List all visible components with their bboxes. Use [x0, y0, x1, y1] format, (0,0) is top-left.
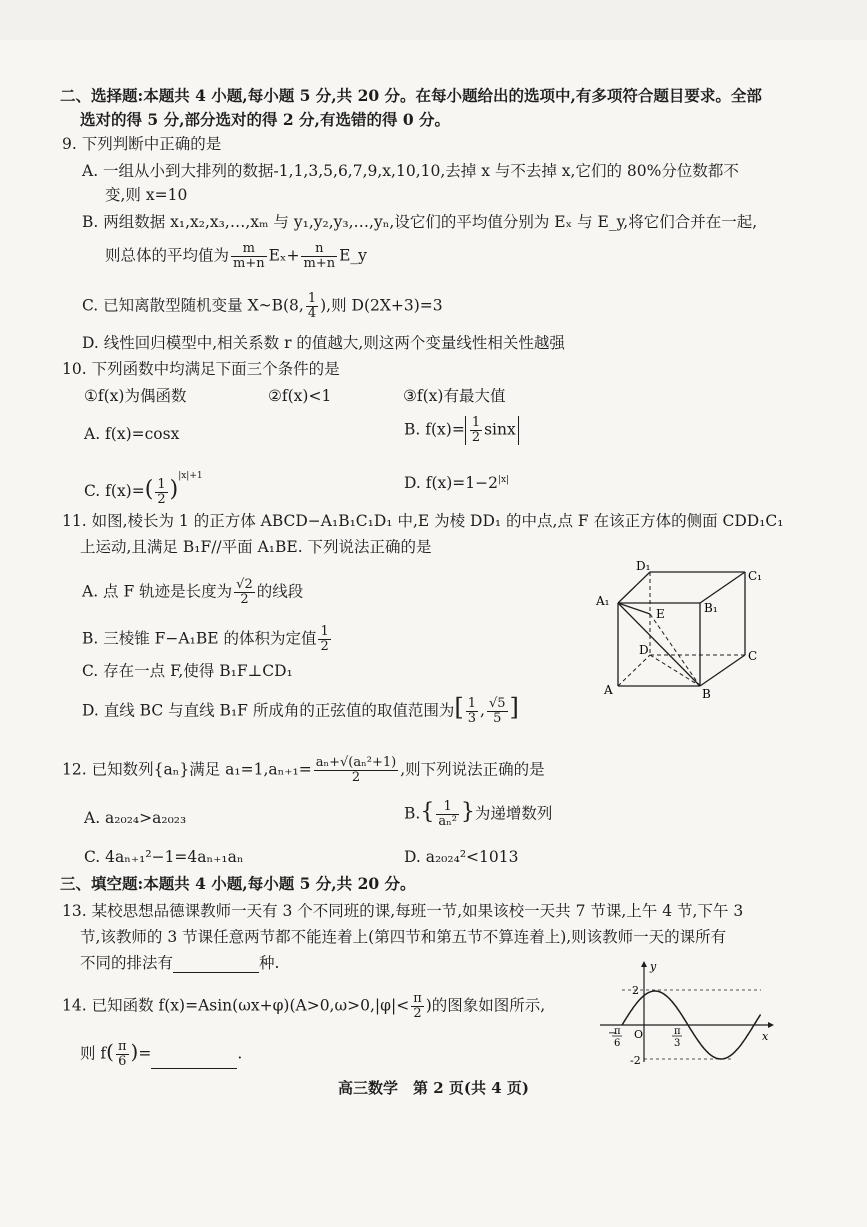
- segment-db: [650, 655, 700, 686]
- q10-d-exponent: |x|: [498, 475, 510, 485]
- q9-option-b-line2: [105, 242, 367, 271]
- ymin-label: -2: [630, 1054, 641, 1067]
- q9-option-a-line1: A. 一组从小到大排列的数据-1,1,3,5,6,7,9,x,10,10,去掉 x 与不去掉 x,它们的 80%分位数都不: [82, 162, 739, 180]
- q12-option-d: D. a₂₀₂₄²<1013: [404, 848, 519, 866]
- q9-b-frac2: [301, 242, 337, 271]
- frac-den: 5: [493, 711, 502, 726]
- q11-option-a: [82, 578, 303, 607]
- frac-num: π: [413, 991, 422, 1006]
- paren-left: (: [144, 477, 154, 502]
- q10-c-frac: [155, 478, 167, 507]
- label-d1: D₁: [636, 560, 651, 573]
- frac-den: 2: [157, 491, 166, 507]
- x-axis-arrow: [768, 1022, 774, 1028]
- brace-left: {: [420, 799, 435, 825]
- q11-option-b: [82, 625, 333, 654]
- q9-c-post: ),则 D(2X+3)=3: [320, 296, 443, 315]
- label-b1: B₁: [704, 601, 718, 615]
- frac-den: 2: [471, 430, 481, 445]
- frac-num: √5: [488, 696, 506, 711]
- paren-right: ): [169, 477, 179, 502]
- q12-stem-text: 12. 已知数列{aₙ}满足 a₁=1,aₙ₊₁=: [62, 760, 312, 779]
- frac-num: √2: [236, 577, 253, 592]
- q9-option-a-line2: 变,则 x=10: [105, 186, 188, 204]
- frac-num: 1: [436, 800, 459, 815]
- ymax-label: 2: [632, 984, 639, 997]
- section3-header: 三、填空题:本题共 4 小题,每小题 5 分,共 20 分。: [60, 874, 416, 893]
- q10-b-post: sinx: [484, 420, 516, 439]
- frac-den: 2: [351, 770, 361, 785]
- frac-num: aₙ+√(aₙ²+1): [315, 755, 397, 770]
- x-left-num: π: [614, 1026, 621, 1037]
- edge-a1d1: [618, 572, 650, 603]
- q11-d-frac2: [487, 697, 508, 726]
- cube-figure: [590, 560, 780, 710]
- q12-option-a: A. a₂₀₂₄>a₂₀₂₃: [84, 809, 187, 827]
- paren-left: (: [106, 1039, 114, 1064]
- frac-num: 1: [471, 415, 481, 430]
- bracket-left: [: [454, 693, 464, 722]
- q11-a-text: A. 点 F 轨迹是长度为: [82, 582, 233, 601]
- label-a: A: [604, 683, 613, 697]
- frac-num: m: [231, 242, 267, 257]
- sine-graph: [596, 958, 776, 1068]
- q9-b-mid: Eₓ+: [268, 246, 300, 265]
- q12-b-post: 为递增数列: [474, 804, 553, 823]
- q14-stem-text: 14. 已知函数 f(x)=Asin(ωx+φ): [62, 996, 290, 1015]
- x-right-den: 3: [674, 1038, 681, 1049]
- q9-option-d: D. 线性回归模型中,相关系数 r 的值越大,则这两个变量线性相关性越强: [82, 334, 565, 352]
- y-axis-arrow: [641, 961, 647, 967]
- q12-stem-frac: [314, 756, 398, 785]
- frac-den: m+n: [233, 256, 265, 271]
- q11-d-frac1: [466, 697, 478, 726]
- frac-den: aₙ²: [438, 814, 457, 829]
- label-c: C: [748, 649, 758, 663]
- q10-option-c: [84, 466, 203, 507]
- q14-stem-post: )的图象如图所示,: [425, 996, 546, 1015]
- frac-den: 4: [307, 306, 317, 321]
- label-b: B: [702, 687, 711, 701]
- q13-answer-blank[interactable]: [173, 956, 259, 973]
- q11-a-post: 的线段: [256, 582, 304, 601]
- label-a1: A₁: [596, 594, 610, 608]
- edge-bc: [700, 655, 745, 686]
- q9-b-post: E_y: [339, 246, 367, 265]
- q10-b-text: B. f(x)=: [404, 420, 465, 439]
- q11-stem-line2: 上运动,且满足 B₁F//平面 A₁BE. 下列说法正确的是: [80, 538, 432, 556]
- q13-line2: 节,该教师的 3 节课任意两节都不能连着上(第四节和第五节不算连着上),则该教师一天的课所有: [80, 928, 727, 946]
- q12-stem-post: ,则下列说法正确的是: [400, 760, 545, 779]
- brace-right: }: [460, 799, 475, 825]
- q11-b-frac: [318, 625, 330, 654]
- q10-stem: 10. 下列函数中均满足下面三个条件的是: [62, 360, 340, 378]
- q10-d-text: D. f(x)=1−2: [404, 474, 498, 493]
- q11-b-text: B. 三棱锥 F−A₁BE 的体积为定值: [82, 629, 317, 648]
- q14-ans-text: 则 f: [80, 1044, 107, 1063]
- q12-b-text: B.: [404, 804, 421, 823]
- x-left-den: 6: [614, 1038, 621, 1049]
- q14-stem: [62, 992, 545, 1021]
- y-label: y: [650, 960, 657, 973]
- q12-option-c: C. 4aₙ₊₁²−1=4aₙ₊₁aₙ: [84, 848, 244, 866]
- q11-a-frac: [234, 578, 255, 607]
- frac-num: 1: [157, 476, 166, 492]
- q9-option-b-line1: B. 两组数据 x₁,x₂,x₃,…,xₘ 与 y₁,y₂,y₃,…,yₙ,设它们的平均值分别为 Eₓ 与 E_y,将它们合并在一起,: [82, 213, 758, 231]
- origin-label: O: [634, 1028, 644, 1041]
- q10-option-a: A. f(x)=cosx: [84, 425, 180, 443]
- frac-num: 1: [467, 696, 476, 711]
- segment-eb: [650, 614, 700, 686]
- q13-text: 不同的排法有: [80, 954, 174, 972]
- q10-option-b: [404, 416, 519, 445]
- q11-stem-line1: 11. 如图,棱长为 1 的正方体 ABCD−A₁B₁C₁D₁ 中,E 为棱 DD₁ 的中点,点 F 在该正方体的侧面 CDD₁C₁: [62, 512, 784, 530]
- q9-b-frac1: [231, 242, 267, 271]
- q12-stem: [62, 756, 545, 785]
- q12-b-frac: [436, 800, 459, 829]
- frac-den: m+n: [303, 256, 336, 271]
- x-right-num: π: [674, 1026, 681, 1037]
- q11-option-c: C. 存在一点 F,使得 B₁F⊥CD₁: [82, 662, 293, 680]
- q14-ans-frac: [116, 1040, 129, 1069]
- section2-line1: 二、选择题:本题共 4 小题,每小题 5 分,共 20 分。在每小题给出的选项中,有多项符合题目要求。全部: [60, 86, 762, 105]
- edge-ad: [618, 655, 650, 686]
- q11-option-d: D. 直线 BC 与直线 B₁F 所成角的正弦值的取值范围为[ $\frac{1}{3}$ , $\frac{√5}{5}$ ]: [82, 693, 519, 726]
- q13-line3: [80, 953, 279, 973]
- q9-c-frac: [306, 292, 318, 321]
- q14-answer-line: [80, 1040, 242, 1069]
- q10-cond1: ①f(x)为偶函数: [84, 387, 187, 405]
- x-left-sign: −: [608, 1028, 617, 1039]
- frac-den: 2: [413, 1006, 422, 1021]
- edge-b1c1: [700, 572, 745, 603]
- q13-line1: 13. 某校思想品德课教师一天有 3 个不同班的课,每班一节,如果该校一天共 7 节课,上午 4 节,下午 3: [62, 902, 744, 920]
- q11-d-text: D. 直线 BC 与直线 B₁F 所成角的正弦值的取值范围为: [82, 701, 455, 720]
- x-label: x: [762, 1030, 769, 1043]
- q10-option-d: [404, 470, 509, 493]
- bracket-right: ]: [509, 693, 519, 722]
- q12-option-b: [404, 800, 552, 829]
- q13-post: 种.: [259, 954, 280, 972]
- q10-cond2: ②f(x)<1: [268, 387, 332, 405]
- q9-c-text: C. 已知离散型随机变量 X~B(8,: [82, 296, 304, 315]
- label-e: E: [656, 607, 665, 621]
- page-footer: 高三数学 第 2 页(共 4 页): [338, 1079, 529, 1097]
- q10-c-text: C. f(x)=: [84, 482, 145, 500]
- q9-option-c: [82, 292, 443, 321]
- scan-shadow: [0, 0, 867, 40]
- q14-stem-frac: [411, 992, 424, 1021]
- paren-right: ): [130, 1039, 139, 1064]
- abs-bars: [465, 416, 519, 445]
- q10-cond3: ③f(x)有最大值: [403, 387, 506, 405]
- label-d: D: [639, 643, 649, 657]
- q9-stem: 9. 下列判断中正确的是: [62, 135, 222, 153]
- q9-b-text: 则总体的平均值为: [105, 246, 230, 265]
- q14-ans-eq: =: [138, 1044, 152, 1063]
- q14-stem-cond: (A>0,ω>0,|φ|<: [289, 996, 410, 1015]
- q10-c-exponent: |x|+1: [178, 471, 203, 481]
- q10-b-frac: [470, 416, 482, 445]
- frac-num: π: [117, 1039, 127, 1054]
- frac-den: 2: [320, 639, 329, 654]
- label-c1: C₁: [748, 569, 762, 583]
- frac-num: 1: [307, 291, 317, 306]
- frac-num: n: [301, 242, 337, 257]
- frac-num: 1: [320, 624, 329, 639]
- q14-answer-blank[interactable]: [151, 1052, 237, 1069]
- frac-den: 6: [118, 1054, 127, 1069]
- q14-period: .: [237, 1044, 243, 1063]
- section2-line2: 选对的得 5 分,部分选对的得 2 分,有选错的得 0 分。: [80, 110, 451, 129]
- frac-den: 2: [240, 592, 249, 607]
- frac-den: 3: [467, 711, 476, 726]
